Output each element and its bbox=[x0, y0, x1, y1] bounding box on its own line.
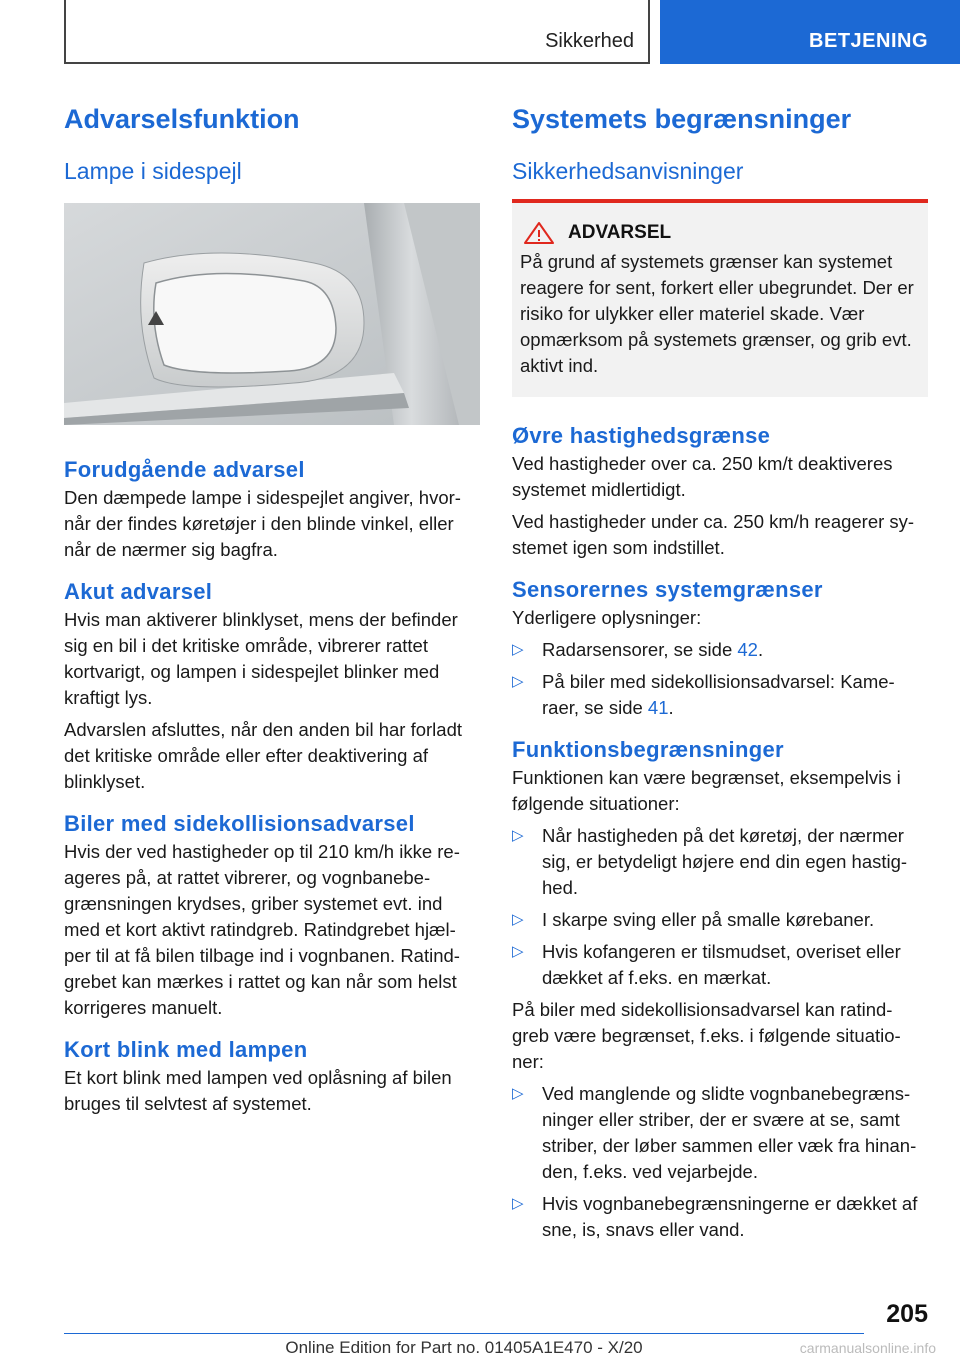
heading-funktionsbegraensninger: Funktionsbegrænsninger bbox=[512, 737, 784, 762]
text-ovre-2: Ved hastigheder under ca. 250 km/h reagerer sy-stemet igen som indstillet. bbox=[512, 511, 915, 558]
list-item: ▷ I skarpe sving eller på smalle kørebaner. bbox=[512, 907, 928, 933]
header-chapter-label: BETJENING bbox=[809, 30, 928, 52]
text-ovre-1: Ved hastigheder over ca. 250 km/t deaktiveres systemet midlertidigt. bbox=[512, 453, 893, 500]
warning-header bbox=[520, 221, 920, 245]
left-subtitle: Lampe i sidespejl bbox=[64, 158, 242, 184]
list-item: ▷ Hvis vognbanebegrænsningerne er dækket af sne, is, snavs eller vand. bbox=[512, 1193, 918, 1240]
triangle-bullet-icon: ▷ bbox=[512, 673, 524, 690]
list-item: ▷ Når hastigheden på det køretøj, der nærmer sig, er betydeligt højere end din egen hastig-hed. bbox=[512, 825, 908, 898]
warning-title: ADVARSEL bbox=[568, 222, 672, 243]
text-akut-advarsel-1: Hvis man aktiverer blinklyset, mens der befinder sig en bil i det kritiske område, vibrerer rattet kortvarigt, og lampen i sidespejlet blinker med kraftigt lys. bbox=[64, 609, 458, 708]
text-sensor-intro: Yderligere oplysninger: bbox=[512, 607, 702, 628]
funk-list bbox=[512, 823, 928, 991]
list-item: ▷ Radarsensorer, se side 42. bbox=[512, 637, 928, 663]
triangle-bullet-icon: ▷ bbox=[512, 641, 524, 658]
header-chapter-tab bbox=[660, 0, 960, 64]
warning-text: På grund af systemets grænser kan systemet reagere for sent, forkert eller ubegrundet. Der er risiko for ulykker eller materiel skade. Vær opmærksom på systemets grænser, og grib evt. aktivt ind. bbox=[520, 251, 914, 376]
triangle-bullet-icon: ▷ bbox=[512, 911, 524, 928]
heading-kort-blink: Kort blink med lampen bbox=[64, 1037, 308, 1062]
text-funk-2: På biler med sidekollisionsadvarsel kan ratind-greb være begrænset, f.eks. i følgende situatio-ner: bbox=[512, 999, 901, 1072]
text-biler-sidekollision: Hvis der ved hastigheder op til 210 km/h ikke re-ageres på, at rattet vibrerer, og vognbanebe-grænsningen krydses, griber systemet evt. ind med et kort aktivt ratindgreb. Ratindgrebet hjæl-per til at få bilen tilbage ind i vognbanen. Ratind-grebet kan mærkes i rattet og kan når som helst korrigeres manuelt. bbox=[64, 841, 460, 1018]
footer-divider bbox=[64, 1333, 864, 1334]
heading-ovre-hastighedsgraense: Øvre hastighedsgrænse bbox=[512, 423, 771, 448]
footer-edition: Online Edition for Part no. 01405A1E470 - X/20 bbox=[285, 1338, 643, 1357]
left-column bbox=[64, 100, 480, 1117]
list-item: ▷ På biler med sidekollisionsadvarsel: Kame-raer, se side 41. bbox=[512, 671, 895, 718]
right-subtitle: Sikkerhedsanvisninger bbox=[512, 158, 744, 184]
funk-list-2 bbox=[512, 1081, 928, 1243]
page-number: 205 bbox=[886, 1300, 928, 1328]
header-section-label: Sikkerhed bbox=[545, 30, 634, 52]
list-item: ▷ Ved manglende og slidte vognbanebegræns-ninger eller striber, der er svære at se, samt striber, der løber sammen eller væk fra hinan-den, f.eks. ved vejarbejde. bbox=[512, 1083, 917, 1182]
text-kort-blink: Et kort blink med lampen ved oplåsning af bilen bruges til selvtest af systemet. bbox=[64, 1067, 452, 1114]
heading-sensorernes-systemgraenser: Sensorernes systemgrænser bbox=[512, 577, 823, 602]
page-ref-link[interactable]: 42 bbox=[737, 639, 758, 660]
heading-forudgaaende-advarsel: Forudgående advarsel bbox=[64, 457, 305, 482]
list-item: ▷ Hvis kofangeren er tilsmudset, overiset eller dækket af f.eks. en mærkat. bbox=[512, 941, 901, 988]
triangle-bullet-icon: ▷ bbox=[512, 827, 524, 844]
right-column bbox=[512, 100, 928, 1243]
sensor-list bbox=[512, 637, 928, 721]
header-section-tab bbox=[64, 0, 650, 64]
triangle-bullet-icon: ▷ bbox=[512, 1195, 524, 1212]
text-funk-intro: Funktionen kan være begrænset, eksempelvis i følgende situationer: bbox=[512, 767, 901, 814]
triangle-bullet-icon: ▷ bbox=[512, 943, 524, 960]
side-mirror-image bbox=[64, 203, 480, 425]
page-ref-link[interactable]: 41 bbox=[647, 697, 669, 718]
warning-triangle-icon bbox=[522, 221, 556, 245]
heading-biler-sidekollision: Biler med sidekollisionsadvarsel bbox=[64, 811, 415, 836]
heading-akut-advarsel: Akut advarsel bbox=[64, 579, 213, 604]
left-title: Advarselsfunktion bbox=[64, 104, 300, 134]
text-forudgaaende-advarsel: Den dæmpede lampe i sidespejlet angiver, hvor-når der findes køretøjer i den blinde vinkel, eller når de nærmer sig bagfra. bbox=[64, 487, 461, 560]
warning-box bbox=[512, 199, 928, 397]
side-mirror-illustration bbox=[64, 203, 480, 425]
right-title: Systemets begrænsninger bbox=[512, 104, 852, 134]
triangle-bullet-icon: ▷ bbox=[512, 1085, 524, 1102]
text-akut-advarsel-2: Advarslen afsluttes, når den anden bil har forladt det kritiske område eller efter deaktivering af blinklyset. bbox=[64, 719, 462, 792]
watermark: carmanualsonline.info bbox=[799, 1340, 936, 1356]
